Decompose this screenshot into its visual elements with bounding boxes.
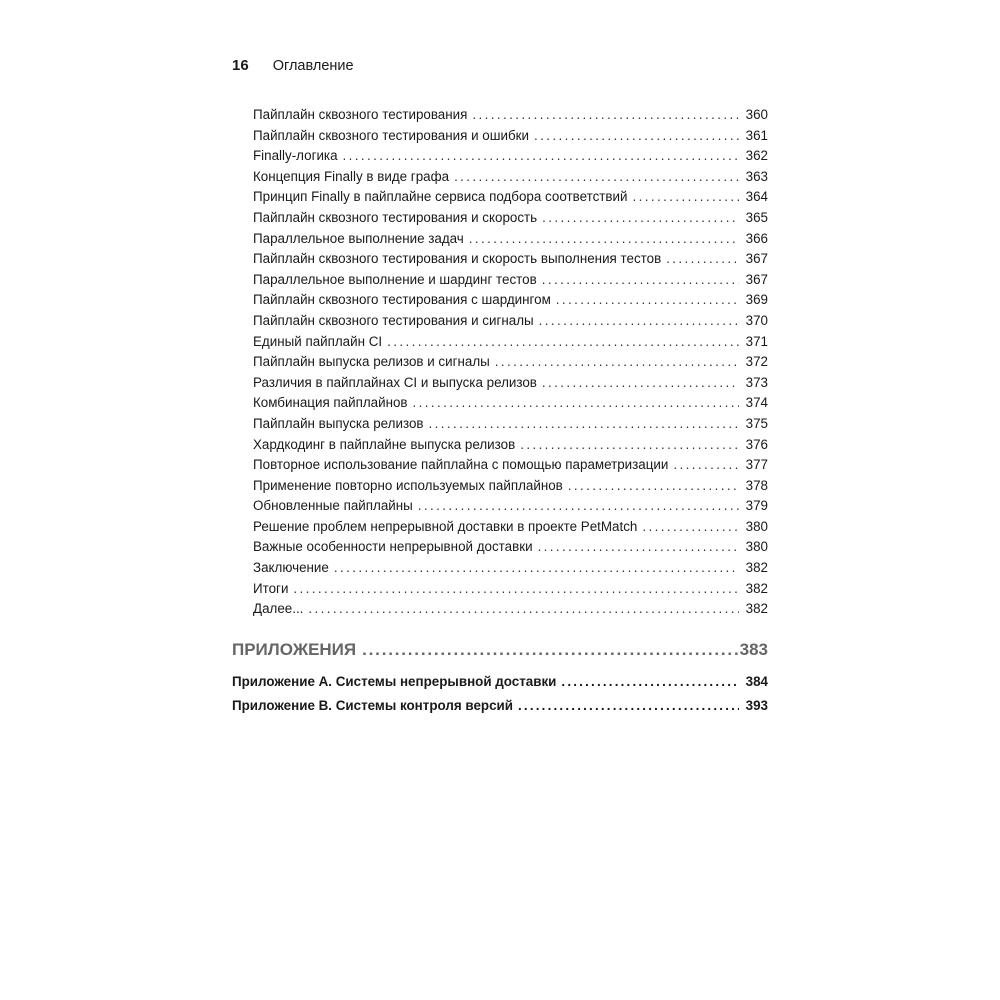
toc-entry-title: Заключение [253, 560, 329, 576]
toc-entry-title: Finally-логика [253, 148, 338, 164]
toc-entry-title: Пайплайн сквозного тестирования [253, 107, 468, 122]
toc-entry[interactable] [253, 169, 768, 190]
toc-entry-page: 380 [745, 518, 768, 534]
toc-entry[interactable] [253, 251, 768, 272]
toc-entry-title: Пайплайн сквозного тестирования и сигналы [253, 312, 534, 328]
toc-entry[interactable] [253, 210, 768, 231]
dot-leader [429, 416, 739, 431]
toc-entry-page: 382 [745, 560, 768, 576]
toc-entry-page: 371 [745, 333, 768, 349]
toc-entry-page: 363 [745, 168, 768, 184]
toc-entry-page: 375 [745, 415, 768, 431]
toc-entry-title: Пайплайн сквозного тестирования и скорость [253, 209, 538, 225]
dot-leader [469, 231, 739, 246]
appendix-entry[interactable] [232, 698, 768, 722]
appendix-entry-title: Приложение B. Системы контроля версий [232, 698, 513, 713]
toc-entry-title: Единый пайплайн CI [253, 333, 383, 349]
toc-list [253, 107, 768, 622]
dot-leader [418, 498, 739, 513]
toc-entry-page: 370 [745, 312, 768, 328]
dot-leader [534, 128, 739, 143]
toc-entry[interactable] [253, 498, 768, 519]
dot-leader [556, 292, 739, 307]
dot-leader [518, 698, 739, 713]
toc-entry[interactable] [253, 395, 768, 416]
toc-entry-page: 366 [745, 230, 768, 246]
toc-entry[interactable] [253, 375, 768, 396]
page-header [232, 57, 354, 75]
toc-entry-title: Пайплайн сквозного тестирования и ошибки [253, 127, 529, 143]
toc-entry-title: Обновленные пайплайны [253, 498, 413, 514]
toc-entry[interactable] [253, 457, 768, 478]
toc-entry-title: Параллельное выполнение задач [253, 230, 464, 246]
toc-entry-title: Итоги [253, 580, 289, 596]
toc-entry-page: 382 [745, 601, 768, 617]
toc-entry-page: 367 [745, 251, 768, 267]
toc-entry[interactable] [253, 539, 768, 560]
toc-entry[interactable] [253, 128, 768, 149]
dot-leader [343, 148, 739, 163]
toc-entry-page: 379 [745, 498, 768, 514]
dot-leader [387, 334, 739, 349]
toc-entry[interactable] [253, 272, 768, 293]
toc-entry-page: 362 [745, 148, 768, 164]
toc-entry-page: 360 [745, 107, 768, 122]
toc-entry-page: 377 [745, 457, 768, 473]
toc-entry-page: 372 [745, 354, 768, 370]
dot-leader [642, 519, 739, 534]
toc-entry[interactable] [253, 416, 768, 437]
dot-leader [542, 375, 739, 390]
toc-entry-page: 374 [745, 395, 768, 411]
toc-entry[interactable] [253, 231, 768, 252]
dot-leader [413, 395, 739, 410]
dot-leader [472, 107, 739, 122]
toc-entry-title: Концепция Finally в виде графа [253, 168, 450, 184]
dot-leader [362, 640, 738, 660]
toc-entry-page: 378 [745, 477, 768, 493]
dot-leader [666, 251, 739, 266]
appendix-entry-page: 393 [745, 698, 768, 713]
dot-leader [334, 560, 739, 575]
toc-entry-page: 376 [745, 436, 768, 452]
dot-leader [539, 313, 739, 328]
toc-entry-title: Пайплайн выпуска релизов и сигналы [253, 354, 490, 370]
toc-entry-page: 364 [745, 189, 768, 205]
toc-entry[interactable] [253, 148, 768, 169]
page-number: 16 [232, 57, 249, 74]
toc-entry-title: Применение повторно используемых пайплайнов [253, 477, 563, 493]
appendix-heading-page: 383 [739, 640, 768, 659]
toc-entry-page: 373 [745, 374, 768, 390]
toc-entry[interactable] [253, 437, 768, 458]
toc-entry-page: 361 [745, 127, 768, 143]
toc-entry-page: 382 [745, 580, 768, 596]
toc-entry-title: Принцип Finally в пайплайне сервиса подбора соответствий [253, 189, 628, 205]
toc-entry[interactable] [253, 560, 768, 581]
appendix-section [232, 640, 768, 722]
toc-entry-title: Хардкодинг в пайплайне выпуска релизов [253, 436, 516, 452]
toc-entry-title: Решение проблем непрерывной доставки в проекте PetMatch [253, 518, 638, 534]
toc-entry[interactable] [253, 478, 768, 499]
appendix-list [232, 674, 768, 722]
dot-leader [542, 272, 739, 287]
toc-entry-title: Пайплайн выпуска релизов [253, 415, 424, 431]
dot-leader [632, 189, 739, 204]
appendix-entry-title: Приложение А. Системы непрерывной доставки [232, 674, 557, 689]
toc-entry-title: Пайплайн сквозного тестирования и скорость выполнения тестов [253, 251, 662, 267]
dot-leader [520, 437, 739, 452]
appendix-entry[interactable] [232, 674, 768, 698]
toc-entry-title: Комбинация пайплайнов [253, 395, 408, 411]
toc-entry[interactable] [253, 581, 768, 602]
appendix-heading-row[interactable] [232, 640, 768, 666]
toc-entry[interactable] [253, 354, 768, 375]
dot-leader [495, 354, 739, 369]
dot-leader [673, 457, 739, 472]
toc-entry[interactable] [253, 189, 768, 210]
toc-entry-title: Параллельное выполнение и шардинг тестов [253, 271, 537, 287]
toc-entry-page: 365 [745, 209, 768, 225]
toc-entry-page: 369 [745, 292, 768, 308]
dot-leader [542, 210, 739, 225]
toc-entry[interactable] [253, 292, 768, 313]
toc-entry-title: Важные особенности непрерывной доставки [253, 539, 533, 555]
toc-entry[interactable] [253, 107, 768, 128]
running-title: Оглавление [272, 58, 354, 74]
toc-entry-page: 367 [745, 271, 768, 287]
appendix-entry-page: 384 [745, 674, 768, 689]
toc-entry-title: Различия в пайплайнах CI и выпуска релизов [253, 374, 537, 390]
toc-entry[interactable] [253, 334, 768, 355]
toc-entry-title: Повторное использование пайплайна с помощью параметризации [253, 457, 669, 473]
toc-entry[interactable] [253, 519, 768, 540]
dot-leader [538, 539, 739, 554]
dot-leader [454, 169, 739, 184]
toc-entry-title: Далее... [253, 601, 304, 617]
toc-entry[interactable] [253, 313, 768, 334]
dot-leader [568, 478, 739, 493]
toc-entry[interactable] [253, 601, 768, 622]
toc-entry-page: 380 [745, 539, 768, 555]
dot-leader [308, 601, 739, 616]
dot-leader [561, 674, 739, 689]
appendix-heading: ПРИЛОЖЕНИЯ [232, 640, 357, 659]
dot-leader [293, 581, 739, 596]
toc-entry-title: Пайплайн сквозного тестирования с шардингом [253, 292, 551, 308]
